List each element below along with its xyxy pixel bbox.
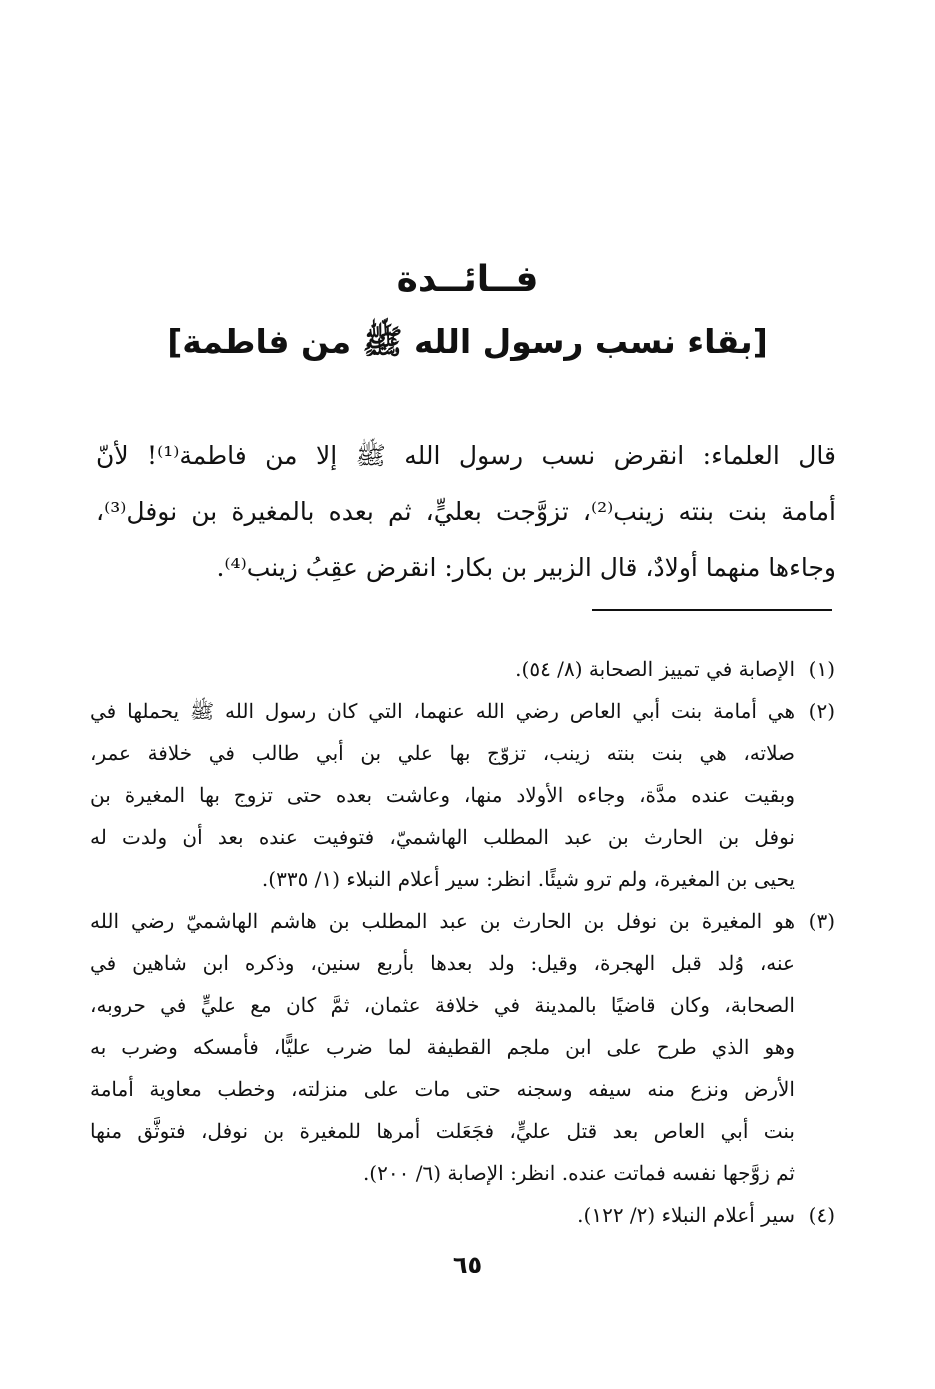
footnote-number: (٢) (808, 699, 835, 723)
footnote-number: (٣) (808, 909, 835, 933)
main-paragraph-line: قال العلماء: انقرض نسب رسول الله ﷺ إلا من فاطمة⁽¹⁾! لأنّ (96, 441, 836, 470)
footnote-3 (90, 900, 835, 1194)
footnote-number: (٤) (808, 1203, 835, 1227)
footnote-line: الإصابة في تمييز الصحابة (٨/ ٥٤). (515, 657, 795, 681)
main-paragraph-line: أمامة بنت بنته زينب⁽²⁾، تزوَّجت بعليٍّ، ثم بعده بالمغيرة بن نوفل⁽³⁾، (96, 497, 836, 526)
footnote-line: هي أمامة بنت أبي العاص رضي الله عنهما، التي كان رسول الله ﷺ يحملها في (90, 699, 795, 723)
footnotes-section (90, 648, 835, 1236)
footnote-2 (90, 690, 835, 900)
footnote-4 (90, 1194, 835, 1236)
footnote-number: (١) (808, 657, 835, 681)
footnote-line: وبقيت عنده مدَّة، وجاءه الأولاد منها، وعاشت بعده حتى تزوج بها المغيرة بن (90, 783, 795, 807)
footnote-line: الصحابة، وكان قاضيًا بالمدينة في خلافة عثمان، ثمَّ كان مع عليٍّ في حروبه، (90, 993, 795, 1017)
page-number: ٦٥ (452, 1251, 483, 1279)
main-paragraph (96, 428, 836, 596)
footnote-line: ثم زوَّجها نفسه فماتت عنده. انظر: الإصابة (٦/ ٢٠٠). (362, 1161, 795, 1185)
footnote-line: عنه، وُلد قبل الهجرة، وقيل: ولد بعدها بأربع سنين، وذكره ابن شاهين في (90, 951, 795, 975)
footnote-line: يحيى بن المغيرة، ولم ترو شيئًا. انظر: سير أعلام النبلاء (١/ ٣٣٥). (261, 867, 795, 891)
footnote-line: صلاته، هي بنت بنته زينب، تزوّج بها علي بن أبي طالب في خلافة عمر، (90, 741, 795, 765)
main-paragraph-line: وجاءها منهما أولادٌ، قال الزبير بن بكار: انقرض عقِبُ زينب⁽⁴⁾. (216, 553, 836, 582)
footnote-1 (90, 648, 835, 690)
footnote-line: بنت أبي العاص بعد قتل عليٍّ، فجَعَلت أمرها للمغيرة بن نوفل، فتوثَّق منها (90, 1119, 795, 1143)
page-subtitle: [بقاء نسب رسول الله ﷺ من فاطمة] (167, 322, 768, 361)
footnote-divider (592, 609, 832, 611)
footnote-line: نوفل بن الحارث بن عبد المطلب الهاشميّ، فتوفيت عنده بعد أن ولدت له (90, 825, 795, 849)
page-title: فــائــدة (396, 259, 539, 300)
footnote-line: الأرض ونزع منه سيفه وسجنه حتى مات على منزلته، وخطب معاوية أمامة (90, 1077, 795, 1101)
footnote-line: هو المغيرة بن نوفل بن الحارث بن عبد المطلب بن هاشم الهاشميّ رضي الله (90, 909, 795, 933)
footnote-line: وهو الذي طرح على ابن ملجم القطيفة لما ضرب عليًّا، فأمسكه وضرب به (90, 1035, 795, 1059)
footnote-line: سير أعلام النبلاء (٢/ ١٢٢). (577, 1203, 795, 1227)
